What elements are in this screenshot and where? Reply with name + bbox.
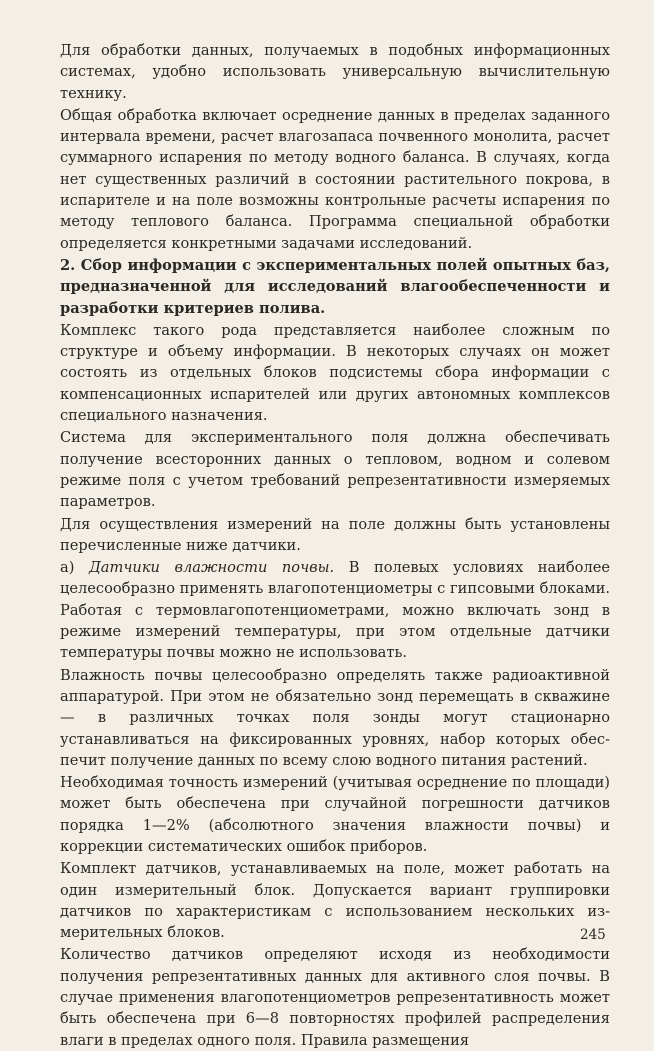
- paragraph-7: Влажность почвы целесообразно определять также радиоактивной аппаратурой. При этом не обязательно зонд перемещать в скважине — в различных точках поля зонды могут стационарно устанавливаться на фиксированных уровнях, набор которых обеспечит получение данных по всему слою водного питания растений.: [60, 666, 610, 769]
- paragraph-5: Для осуществления измерений на поле должны быть установлены перечисленные ниже датчики.: [60, 515, 610, 554]
- paragraph-2: Общая обработка включает осреднение данных в пределах заданного интервала времени, расчет влагозапаса почвенного монолита, расчет суммарного испарения по методу водного баланса. В случаях, когда нет существенных различий в состоянии растительного покрова, в испарителе и на поле возможны контрольные расчеты испарения по методу теплового баланса. Программа специальной обработки определяется конкретными задачами исследований.: [60, 106, 610, 252]
- paragraph-8: Необходимая точность измерений (учитывая осреднение по площади) может быть обеспечена при случайной погрешности датчиков порядка 1—2% (абсолютного значения влажности почвы) и коррекции систематических ошибок приборов.: [60, 774, 610, 855]
- paragraph-6: [60, 557, 610, 663]
- paragraph-6-text: В полевых условиях наиболее целесообразно применять влагопотенциометры с гипсовыми блоками. Работая с термовлагопотенциометрами, можно включать зонд в режиме измерений температуры, при этом отдельные датчики температуры почвы можно не использовать.: [60, 559, 610, 662]
- paragraph-10: Количество датчиков определяют исходя из необходимости получения репрезентативных данных для активного слоя почвы. В случае применения влагопотенциометров репрезентативность может быть обеспечена при 6—8 повторностях профилей распределения влаги в пределах одного поля. Правила размещения: [60, 946, 610, 1049]
- page-number: 245: [580, 927, 606, 943]
- body-text: [60, 40, 610, 1051]
- paragraph-3: Комплекс такого рода представляется наиболее сложным по структуре и объему информации. В некоторых случаях он может состоять из отдельных блоков подсистемы сбора информации с компенсационных испарителей или других автономных комплексов специального назначения.: [60, 321, 610, 425]
- list-marker: а): [60, 559, 89, 577]
- paragraph-1: Для обработки данных, получаемых в подобных информационных системах, удобно использовать универсальную вычислительную технику.: [60, 42, 610, 102]
- section-heading: 2. Сбор информации с экспериментальных полей опытных баз, предназначенной для исследований влагообеспеченности и разработки критериев полива.: [60, 256, 610, 317]
- paragraph-9: Комплект датчиков, устанавливаемых на поле, может работать на один измерительный блок. Допускается вариант группировки датчиков по характеристикам с использованием нескольких измерительных блоков.: [60, 860, 610, 942]
- paragraph-4: Система для экспериментального поля должна обеспечивать получение всесторонних данных о тепловом, водном и солевом режиме поля с учетом требований репрезентативности измеряемых параметров.: [60, 429, 610, 511]
- italic-subheading: Датчики влажности почвы.: [88, 559, 335, 577]
